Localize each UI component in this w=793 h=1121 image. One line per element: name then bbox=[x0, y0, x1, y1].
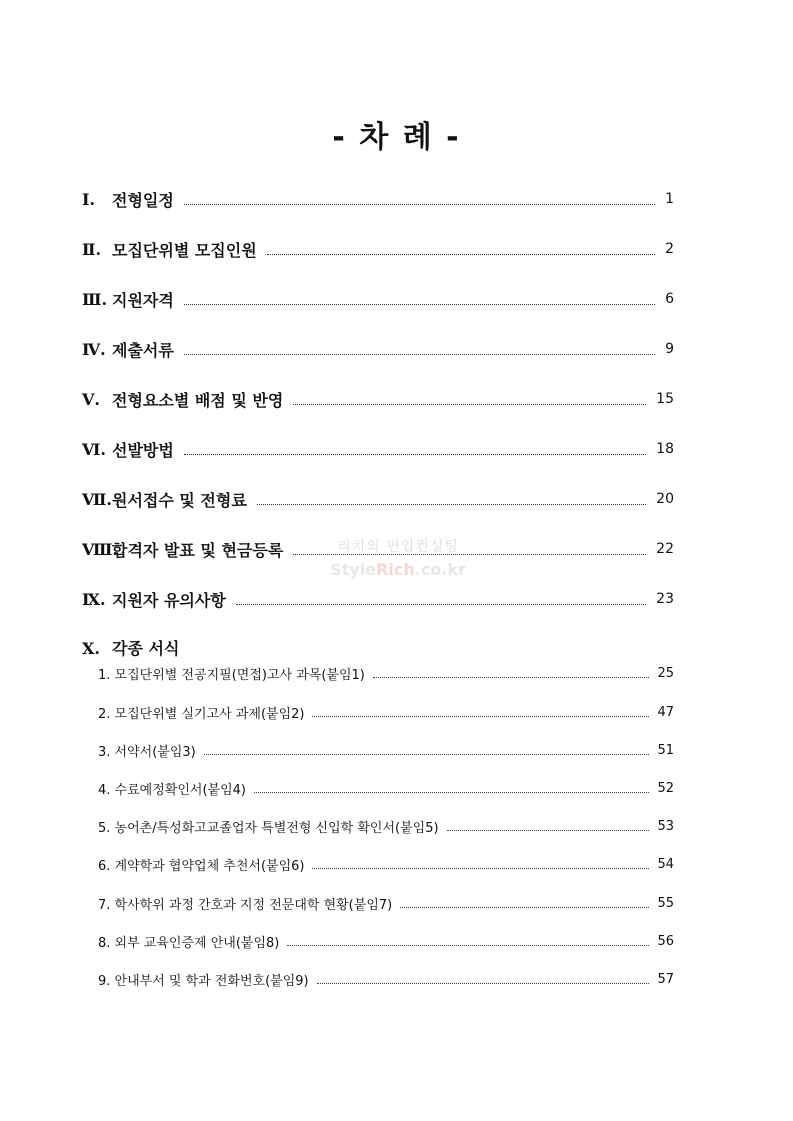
form-page: 51 bbox=[657, 742, 674, 758]
toc-row[interactable] bbox=[82, 286, 674, 312]
toc-row[interactable] bbox=[82, 536, 674, 562]
toc-page: 1 bbox=[665, 191, 674, 207]
toc-page: 6 bbox=[665, 291, 674, 307]
toc-row[interactable] bbox=[82, 186, 674, 212]
form-label: 1. 모집단위별 전공지필(면접)고사 과목(붙임1) bbox=[98, 667, 365, 683]
form-row[interactable] bbox=[98, 815, 674, 837]
form-row[interactable] bbox=[98, 662, 674, 684]
page-title: - 차 례 - bbox=[332, 120, 461, 155]
dot-leader bbox=[287, 945, 649, 946]
watermark-tld: .co.kr bbox=[414, 560, 466, 579]
dot-leader bbox=[184, 304, 655, 305]
dot-leader bbox=[254, 792, 649, 793]
toc-row[interactable] bbox=[82, 486, 674, 512]
dot-leader bbox=[184, 454, 646, 455]
toc-label: 선발방법 bbox=[112, 440, 174, 460]
toc-page: 15 bbox=[656, 391, 674, 407]
toc-number: Ⅹ. bbox=[82, 639, 100, 658]
toc-number: Ⅸ. bbox=[82, 589, 106, 609]
watermark-rich: Rich bbox=[376, 560, 415, 579]
form-row[interactable] bbox=[98, 968, 674, 990]
toc-label: 원서접수 및 전형료 bbox=[112, 490, 247, 510]
dot-leader bbox=[317, 983, 650, 984]
toc-row[interactable] bbox=[82, 436, 674, 462]
form-page: 56 bbox=[657, 933, 674, 949]
dot-leader bbox=[293, 404, 646, 405]
toc-number: Ⅱ. bbox=[82, 239, 102, 259]
form-page: 25 bbox=[657, 665, 674, 681]
form-page: 55 bbox=[657, 895, 674, 911]
toc-page: 22 bbox=[656, 541, 674, 557]
dot-leader bbox=[312, 868, 649, 869]
toc-label: 모집단위별 모집인원 bbox=[112, 240, 257, 260]
toc-number: Ⅵ. bbox=[82, 439, 106, 459]
toc-row[interactable] bbox=[82, 586, 674, 612]
form-page: 47 bbox=[657, 704, 674, 720]
form-row[interactable] bbox=[98, 930, 674, 952]
form-label: 6. 계약학과 협약업체 추천서(붙임6) bbox=[98, 858, 305, 874]
toc-label: 제출서류 bbox=[112, 340, 174, 360]
toc-number: Ⅰ. bbox=[82, 189, 96, 209]
watermark-text: 리치의 편입컨설팅 bbox=[337, 539, 459, 555]
toc-number: Ⅳ. bbox=[82, 339, 106, 359]
dot-leader bbox=[184, 204, 655, 205]
section-forms-heading[interactable] bbox=[82, 636, 179, 659]
form-row[interactable] bbox=[98, 853, 674, 875]
toc-label: 전형일정 bbox=[112, 190, 174, 210]
watermark-domain bbox=[318, 560, 478, 579]
toc-label: 지원자격 bbox=[112, 290, 174, 310]
form-label: 8. 외부 교육인증제 안내(붙임8) bbox=[98, 935, 280, 951]
form-row[interactable] bbox=[98, 777, 674, 799]
toc-page: 2 bbox=[665, 241, 674, 257]
toc-page: 9 bbox=[665, 341, 674, 357]
dot-leader bbox=[236, 604, 646, 605]
toc-number: Ⅷ. bbox=[82, 539, 118, 559]
dot-leader bbox=[312, 716, 649, 717]
form-row[interactable] bbox=[98, 739, 674, 761]
dot-leader bbox=[267, 254, 655, 255]
toc-row[interactable] bbox=[82, 336, 674, 362]
form-page: 53 bbox=[657, 818, 674, 834]
toc-row[interactable] bbox=[82, 236, 674, 262]
dot-leader bbox=[293, 554, 646, 555]
toc-label: 지원자 유의사항 bbox=[112, 590, 226, 610]
form-label: 9. 안내부서 및 학과 전화번호(붙임9) bbox=[98, 973, 309, 989]
toc-page: 18 bbox=[656, 441, 674, 457]
form-row[interactable] bbox=[98, 892, 674, 914]
form-label: 4. 수료예정확인서(붙임4) bbox=[98, 782, 246, 798]
dot-leader bbox=[204, 754, 650, 755]
form-label: 3. 서약서(붙임3) bbox=[98, 744, 196, 760]
dot-leader bbox=[447, 830, 650, 831]
dot-leader bbox=[400, 907, 649, 908]
toc-label: 전형요소별 배점 및 반영 bbox=[112, 390, 284, 410]
toc-page: 23 bbox=[656, 591, 674, 607]
form-row[interactable] bbox=[98, 701, 674, 723]
toc-label: 합격자 발표 및 현금등록 bbox=[112, 540, 284, 560]
toc-number: Ⅶ. bbox=[82, 489, 112, 509]
watermark-style: Style bbox=[330, 560, 377, 579]
toc-row[interactable] bbox=[82, 386, 674, 412]
dot-leader bbox=[257, 504, 646, 505]
form-page: 57 bbox=[657, 971, 674, 987]
dot-leader bbox=[373, 677, 650, 678]
form-label: 2. 모집단위별 실기고사 과제(붙임2) bbox=[98, 706, 305, 722]
toc-number: Ⅴ. bbox=[82, 389, 100, 409]
toc-number: Ⅲ. bbox=[82, 289, 108, 309]
toc-label: 각종 서식 bbox=[112, 639, 180, 658]
form-label: 7. 학사학위 과정 간호과 지정 전문대학 현황(붙임7) bbox=[98, 897, 393, 913]
form-page: 52 bbox=[657, 780, 674, 796]
form-page: 54 bbox=[657, 856, 674, 872]
dot-leader bbox=[184, 354, 655, 355]
form-label: 5. 농어촌/특성화고교졸업자 특별전형 신입학 확인서(붙임5) bbox=[98, 820, 439, 836]
toc-page: 20 bbox=[656, 491, 674, 507]
